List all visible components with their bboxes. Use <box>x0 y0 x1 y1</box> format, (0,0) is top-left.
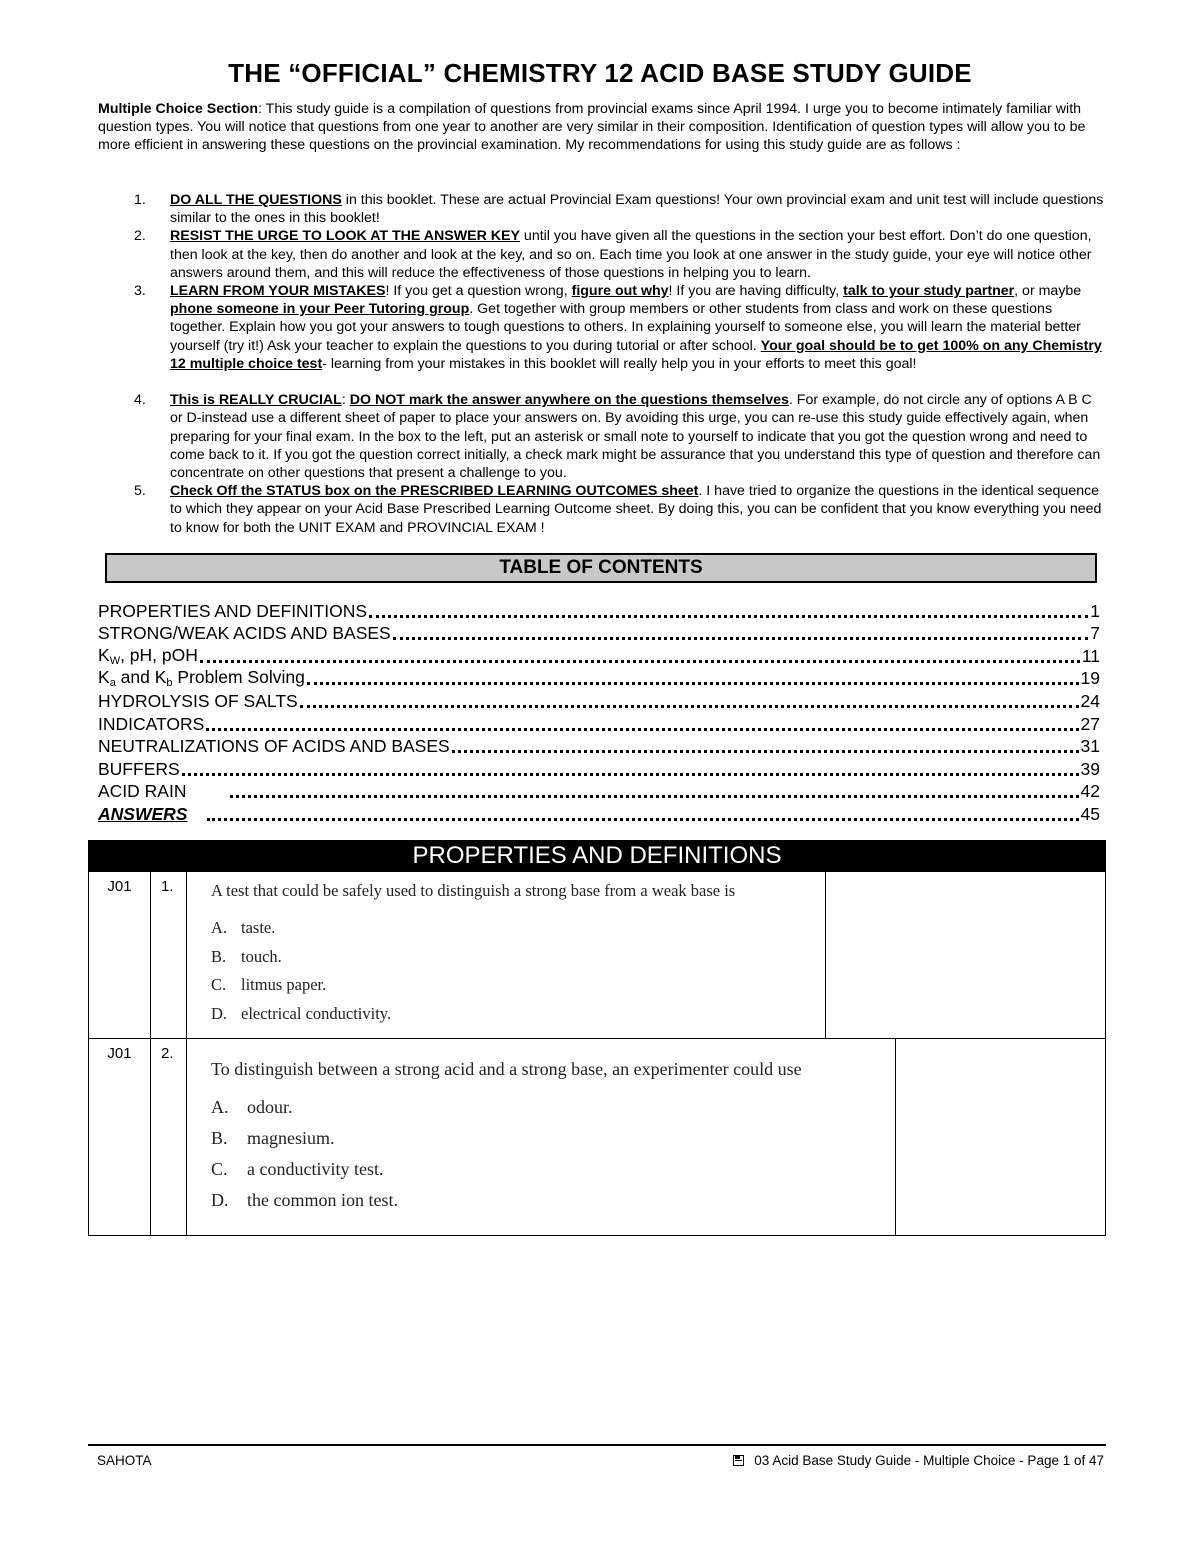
answer-option: C. litmus paper. <box>211 975 327 994</box>
item-text: - learning from your mistakes in this booklet will really help you in your efforts to meet this goal! <box>322 355 917 372</box>
emphasis-text: RESIST THE URGE TO LOOK AT THE ANSWER KEY <box>170 228 520 245</box>
answer-option: C. a conductivity test. <box>211 1159 384 1179</box>
question-body <box>211 1059 802 1216</box>
toc-entry-label: ANSWERS <box>98 803 188 824</box>
question-stem: To distinguish between a strong acid and a strong base, an experimenter could use <box>211 1059 802 1079</box>
item-number: 5. <box>134 483 146 500</box>
notes-box[interactable] <box>896 1039 1105 1235</box>
item-text: in this booklet. These are actual Provincial Exam questions! Your own provincial exam and unit test will include questions similar to the ones in this booklet! <box>170 192 1104 227</box>
dot-leader <box>200 660 1080 663</box>
question-number: 2. <box>152 1039 187 1235</box>
question-body <box>211 881 735 1028</box>
toc-entry[interactable] <box>98 712 1100 735</box>
page-title: THE “OFFICIAL” CHEMISTRY 12 ACID BASE STUDY GUIDE <box>228 58 972 88</box>
question-body-cell <box>187 1039 896 1235</box>
answer-option: B. touch. <box>211 946 282 966</box>
toc-entry-label: NEUTRALIZATIONS OF ACIDS AND BASES <box>98 736 450 757</box>
item-text: ! If you get a question wrong, <box>385 282 572 299</box>
footer-page-text: 03 Acid Base Study Guide - Multiple Choice - Page 1 of 47 <box>754 1453 1104 1468</box>
toc-entry-label: INDICATORS <box>98 713 205 734</box>
intro-paragraph <box>98 100 1108 155</box>
dot-leader <box>182 773 1079 776</box>
toc-entry[interactable] <box>98 780 1100 803</box>
toc-entry-label: STRONG/WEAK ACIDS AND BASES <box>98 623 391 644</box>
notes-box[interactable] <box>826 872 1105 1038</box>
emphasis-text: DO NOT mark the answer anywhere on the questions themselves <box>349 392 789 409</box>
recommendation-item <box>98 191 1108 227</box>
toc-entry-label: $K_W$, pH, pOH <box>98 644 198 667</box>
dot-leader <box>393 637 1089 640</box>
emphasis-text: Check Off the STATUS box on the PRESCRIBED LEARNING OUTCOMES sheet <box>170 483 699 500</box>
emphasis-text: Your goal should be to get 100% on any Chemistry 12 multiple choice test <box>170 337 1102 372</box>
toc-entry-label: HYDROLYSIS OF SALTS <box>98 690 298 711</box>
recommendation-item <box>98 482 1108 537</box>
item-text: , or maybe <box>1014 282 1082 299</box>
item-text: . For example, do not circle any of options A B C or D-instead use a different sheet of paper to place your answers on. By avoiding this urge, you can re-use this study guide effectively again, when preparing for your final exam. In the box to the left, put an asterisk or small note to yourself to indicate that you got the question wrong and need to come back to it. If you got the question correct initially, a check mark might be assurance that you understand this type of question and therefore can concentrate on other questions that present a challenge to you. <box>170 392 1101 481</box>
item-text: until you have given all the questions in the section your best effort. Don’t do one question, then look at the key, then do another and look at the key, and so on. Each time you look at one answer in the study guide, your eye will notice other answers around them, and this will reduce the effectiveness of those questions in helping you to learn. <box>170 228 1092 281</box>
toc-entry-page: 1 <box>1090 600 1100 621</box>
toc-entry-label: BUFFERS <box>98 758 180 779</box>
intro-label: Multiple Choice Section <box>98 101 259 117</box>
answer-option: A. odour. <box>211 1097 293 1117</box>
answer-option: D. the common ion test. <box>211 1190 398 1210</box>
question-body-cell <box>187 872 826 1038</box>
dot-leader <box>206 728 1078 731</box>
toc-entry-page: 31 <box>1080 736 1100 757</box>
toc-entry[interactable] <box>98 644 1100 667</box>
item-text: . I have tried to organize the questions in the identical sequence to which they appear on your Acid Base Prescribed Learning Outcome sheet. By doing this, you can be confident that you know everything you need to know for both the UNIT EXAM and PROVINCIAL EXAM ! <box>170 483 1102 536</box>
question-row <box>88 872 1106 1039</box>
item-number: 3. <box>134 282 146 299</box>
section-heading: PROPERTIES AND DEFINITIONS <box>88 840 1106 872</box>
item-text: . Get together with group members or other students from class and work on these questions together. Explain how you got your answers to tough questions to others. In explaining yourself to someone else, you will learn the material better yourself (try it!) Ask your teacher to explain the questions to you during tutorial or after school. <box>170 301 1081 354</box>
toc-entry[interactable] <box>98 757 1100 780</box>
toc-entry[interactable] <box>98 622 1100 645</box>
footer-page-info <box>733 1453 1104 1468</box>
item-text: ! If you are having difficulty, <box>668 282 844 299</box>
table-of-contents <box>98 599 1100 825</box>
footer-author: SAHOTA <box>97 1453 152 1468</box>
dot-leader <box>307 682 1079 685</box>
toc-entry-label: PROPERTIES AND DEFINITIONS <box>98 600 368 621</box>
emphasis-text: talk to your study partner <box>843 282 1015 299</box>
toc-entry[interactable] <box>98 735 1100 758</box>
toc-entry-label: ACID RAIN <box>98 781 187 802</box>
item-number: 1. <box>134 192 146 208</box>
recommendation-item <box>98 282 1108 391</box>
dot-leader <box>300 705 1079 708</box>
toc-entry-page: 7 <box>1090 623 1100 644</box>
answer-option: A. taste. <box>211 918 276 937</box>
dot-leader <box>207 818 1078 821</box>
emphasis-text: This is REALLY CRUCIAL <box>170 392 342 409</box>
recommendation-item <box>98 227 1108 282</box>
answer-option: B. magnesium. <box>211 1128 335 1148</box>
toc-entry-page: 24 <box>1080 690 1100 711</box>
emphasis-text: phone someone in your Peer Tutoring group <box>170 301 470 318</box>
emphasis-text: figure out why <box>571 282 669 299</box>
toc-entry[interactable] <box>98 599 1100 622</box>
question-row <box>88 1038 1106 1236</box>
footer-divider <box>88 1444 1106 1446</box>
dot-leader <box>230 795 1078 798</box>
toc-entry-label: $K_a$ and $K_b$ Problem Solving <box>98 667 305 690</box>
toc-entry-answers[interactable] <box>98 802 1100 825</box>
recommendation-item <box>98 391 1108 482</box>
recommendations-list <box>98 191 1108 537</box>
toc-entry-page: 39 <box>1080 758 1100 779</box>
emphasis-text: DO ALL THE QUESTIONS <box>170 192 342 208</box>
toc-entry-page: 45 <box>1080 803 1100 824</box>
question-code: J01 <box>89 1039 151 1235</box>
toc-entry[interactable] <box>98 689 1100 712</box>
question-number: 1. <box>152 872 187 1038</box>
item-number: 4. <box>134 392 146 409</box>
item-text: : <box>341 392 350 409</box>
dot-leader <box>452 750 1079 753</box>
toc-entry[interactable] <box>98 667 1100 690</box>
question-stem: A test that could be safely used to distinguish a strong base from a weak base is <box>211 881 736 900</box>
toc-entry-page: 27 <box>1080 713 1100 734</box>
toc-entry-page: 11 <box>1081 645 1100 666</box>
intro-text: : This study guide is a compilation of questions from provincial exams since April 1994. I urge you to become intimately familiar with question types. You will notice that questions from one year to another are very similar in their composition. Identification of question types will allow you to be more efficient in answering these questions on the provincial examination. My recommendations for using this study guide are as follows : <box>98 101 1086 154</box>
item-number: 2. <box>134 228 146 245</box>
toc-heading: TABLE OF CONTENTS <box>105 553 1097 583</box>
question-code: J01 <box>89 872 151 1038</box>
floppy-disk-icon <box>733 1455 744 1466</box>
dot-leader <box>369 615 1088 618</box>
toc-entry-page: 42 <box>1080 781 1100 802</box>
toc-entry-page: 19 <box>1080 668 1100 689</box>
answer-option: D. electrical conductivity. <box>211 1003 392 1023</box>
emphasis-text: LEARN FROM YOUR MISTAKES <box>170 282 386 299</box>
